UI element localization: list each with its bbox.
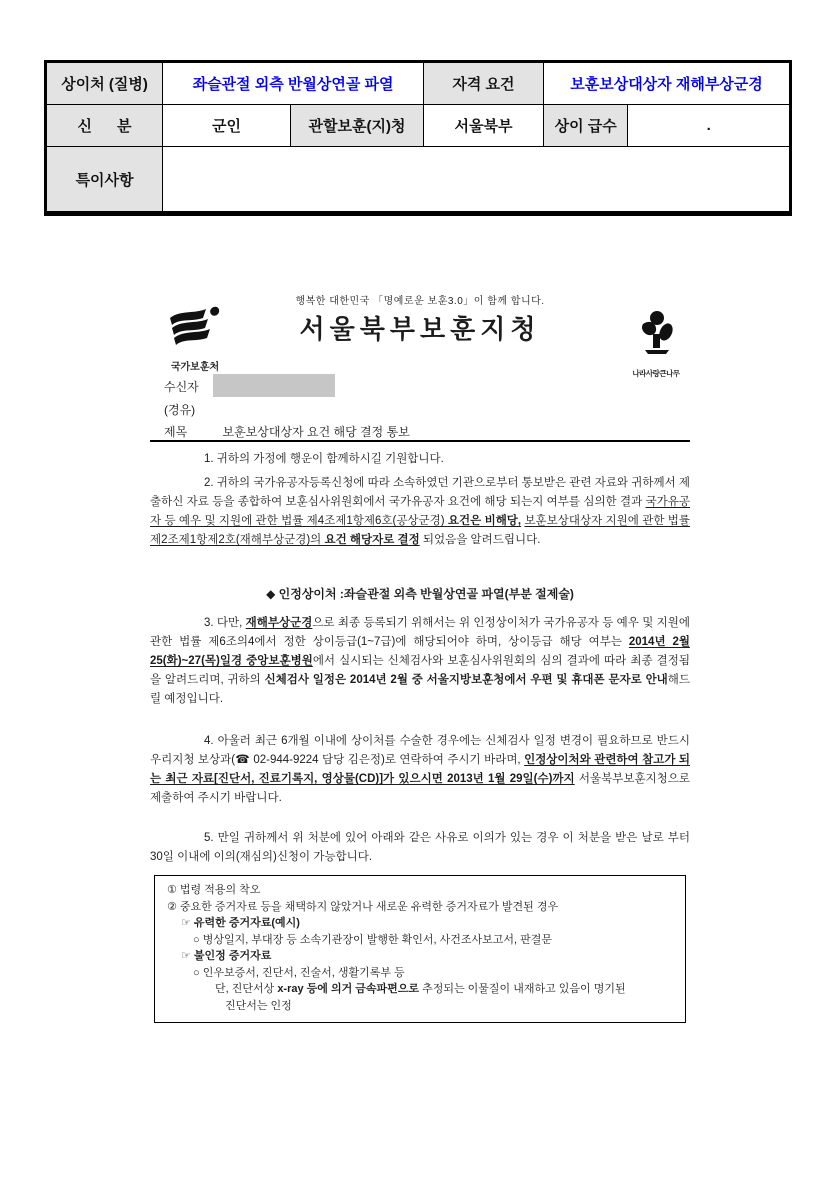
rejected-evidence-examples: ○ 인우보증서, 진단서, 진술서, 생활기록부 등 bbox=[193, 966, 405, 979]
exception-note-line1: 단, 진단서상 x-ray 등에 의거 금속파편으로 추정되는 이물질이 내재하고 있음이 명기된 bbox=[215, 983, 626, 995]
eligibility-header: 자격 요건 bbox=[424, 63, 544, 105]
paragraph-4: 4. 아울러 최근 6개월 이내에 상이처를 수술한 경우에는 신체검사 일정 변경이 필요하므로 반드시 우리지청 보상과(☎ 02-944-9224 담당 김은정)로 연락하여 주시기 바라며, 인정상이처와 관련하여 참고가 되는 최근 자료[진단서, 진료기록지, 영상물(CD)]가 있으시면 2013년 1월 29일(수)까지 서울북부보훈지청으로 제출하여 주시기 바랍니다. bbox=[150, 735, 690, 804]
nara-sarang-logo bbox=[624, 310, 688, 383]
office-header: 관할보훈(지)청 bbox=[291, 105, 424, 147]
via-label: (경유) bbox=[164, 403, 196, 417]
mpva-logo-caption: 국가보훈처 bbox=[170, 362, 220, 373]
grade-header: 상이 급수 bbox=[544, 105, 628, 147]
appeal-reason-2: ② 중요한 증거자료 등을 채택하지 않았거나 새로운 유력한 증거자료가 발견된 경우 bbox=[167, 900, 559, 913]
subject-text: 보훈보상대상자 요건 해당 결정 통보 bbox=[222, 425, 410, 439]
disability-site-value: 좌슬관절 외측 반월상연골 파열 bbox=[163, 63, 424, 105]
strong-evidence-header: ☞ 유력한 증거자료(예시) bbox=[181, 917, 300, 929]
paragraph-3: 3. 다만, 재해부상군경으로 최종 등록되기 위해서는 위 인정상이처가 국가유공자 등 예우 및 지원에 관한 법률 제6조의4에서 정한 상이등급(1~7급)에 해당되어야 하며, 상이등급 해당 여부는 2014년 2월25(화)~27(목)일경 중앙보훈병원에서 실시되는 신체검사와 보훈심사위원회의 심의 결과에 따라 최종 결정됨을 알려드리며, 귀하의 신체검사 일정은 2014년 2월 중 서울지방보훈청에서 우편 및 휴대폰 문자로 안내해드릴 예정입니다. bbox=[150, 617, 691, 705]
mpva-logo bbox=[160, 306, 230, 377]
case-summary-table bbox=[44, 60, 792, 216]
letter-slogan: 행복한 대한민국 「명예로운 보훈3.0」이 함께 합니다. bbox=[295, 296, 545, 307]
status-header: 신 분 bbox=[47, 105, 163, 147]
nara-sarang-caption: 나라사랑큰나무 bbox=[632, 369, 680, 378]
recipient-row bbox=[164, 378, 335, 397]
disability-site-header: 상이처 (질병) bbox=[47, 63, 163, 105]
table-row bbox=[47, 147, 789, 211]
recipient-label: 수신자 bbox=[164, 380, 199, 394]
paragraph-2: 2. 귀하의 국가유공자등록신청에 따라 소속하였던 기관으로부터 통보받은 관련 자료와 귀하께서 제출하신 자료 등을 종합하여 보훈심사위원회에서 국가유공자 요건에 해당 되는지 여부를 심의한 결과 국가유공자 등 예우 및 지원에 관한 법률 제4조제1항제6호(공상군경) 요건은 비해당, 보훈보상대상자 지원에 관한 법률 제2조제1항제2호(재해부상군경)의 요건 해당자로 결정 되었음을 알려드립니다. bbox=[150, 477, 690, 546]
recipient-redaction-box bbox=[213, 374, 335, 397]
paragraph-1: 1. 귀하의 가정에 행운이 함께하시길 기원합니다. bbox=[204, 453, 444, 465]
appeal-reasons-box bbox=[154, 875, 686, 1023]
official-letter bbox=[150, 290, 690, 1030]
eligibility-value: 보훈보상대상자 재해부상군경 bbox=[544, 63, 789, 105]
strong-evidence-examples: ○ 병상일지, 부대장 등 소속기관장이 발행한 확인서, 사건조사보고서, 판결문 bbox=[193, 933, 553, 946]
subject-label: 제목 bbox=[164, 425, 188, 439]
office-value: 서울북부 bbox=[424, 105, 544, 147]
remarks-header: 특이사항 bbox=[47, 147, 163, 211]
exception-note-line2: 진단서는 인정 bbox=[225, 999, 292, 1012]
mpva-flag-icon bbox=[166, 341, 224, 353]
grade-value: . bbox=[628, 105, 789, 147]
status-value: 군인 bbox=[163, 105, 291, 147]
remarks-value bbox=[163, 147, 789, 211]
nara-sarang-tree-icon bbox=[635, 347, 677, 359]
office-title: 서울북부보훈지청 bbox=[299, 314, 541, 344]
header-divider bbox=[150, 440, 690, 442]
table-row bbox=[47, 63, 789, 105]
appeal-reason-1: ① 법령 적용의 착오 bbox=[167, 884, 261, 896]
rejected-evidence-header: ☞ 불인정 증거자료 bbox=[181, 950, 272, 962]
paragraph-5: 5. 만일 귀하께서 위 처분에 있어 아래와 같은 사유로 이의가 있는 경우 이 처분을 받은 날로 부터 30일 이내에 이의(재심의)신청이 가능합니다. bbox=[150, 832, 690, 863]
accepted-disability-line: ◆ 인정상이처 :좌슬관절 외측 반월상연골 파열(부분 절제술) bbox=[266, 587, 574, 601]
table-row bbox=[47, 105, 789, 147]
